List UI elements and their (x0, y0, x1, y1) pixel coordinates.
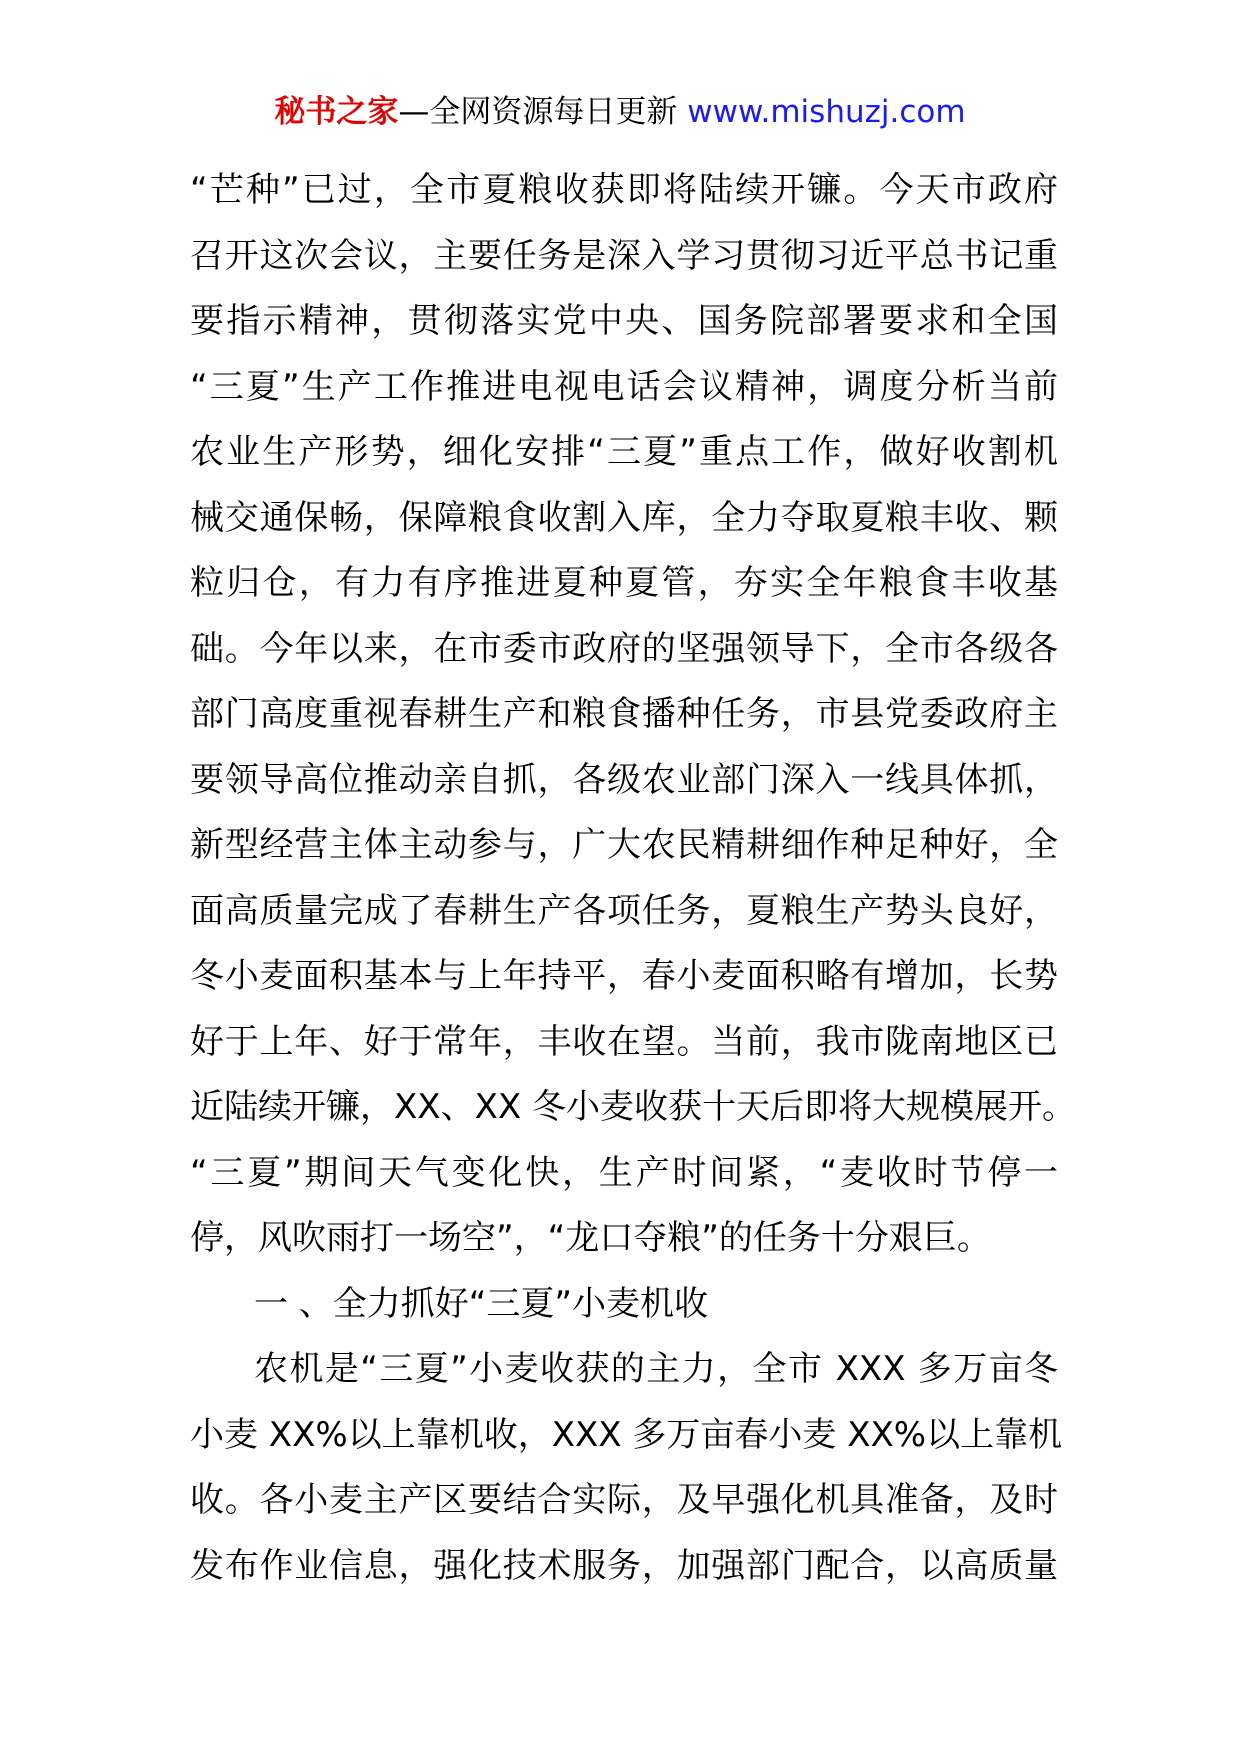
body-line: 面高质量完成了春耕生产各项任务，夏粮生产势头良好， (190, 890, 1058, 931)
document-body (190, 158, 1076, 1599)
header-slogan: —全网资源每日更新 (398, 94, 688, 130)
body-line: 础。今年以来，在市委市政府的坚强领导下，全市各级各 (190, 628, 1058, 669)
body-line: 好于上年、好于常年，丰收在望。当前，我市陇南地区已 (190, 1021, 1058, 1062)
body-line: 农业生产形势，细化安排“三夏”重点工作，做好收割机 (190, 432, 1058, 472)
body-line: 要指示精神，贯彻落实党中央、国务院部署要求和全国 (190, 301, 1058, 341)
body-line: “三夏”生产工作推进电视电话会议精神，调度分析当前 (190, 366, 1058, 407)
section-line: 小麦 XX%以上靠机收，XXX 多万亩春小麦 XX%以上靠机 (190, 1414, 1063, 1455)
body-line: “三夏”期间天气变化快，生产时间紧，“麦收时节停一 (190, 1152, 1058, 1193)
section-line: 收。各小麦主产区要结合实际，及早强化机具准备，及时 (190, 1480, 1058, 1520)
body-line: 近陆续开镰，XX、XX 冬小麦收获十天后即将大规模展开。 (190, 1087, 1076, 1127)
section-line: 发布作业信息，强化技术服务，加强部门配合，以高质量 (190, 1545, 1058, 1586)
header-url-link[interactable]: www.mishuzj.com (687, 94, 966, 130)
body-line: 新型经营主体主动参与，广大农民精耕细作种足种好，全 (190, 825, 1058, 865)
body-line: “芒种”已过，全市夏粮收获即将陆续开镰。今天市政府 (190, 170, 1058, 210)
body-line: 械交通保畅，保障粮食收割入库，全力夺取夏粮丰收、颗 (190, 497, 1058, 538)
section-line: 农机是“三夏”小麦收获的主力，全市 XXX 多万亩冬 (254, 1349, 1058, 1389)
body-line: 要领导高位推动亲自抓，各级农业部门深入一线具体抓， (190, 759, 1058, 800)
page-header (0, 92, 1240, 132)
section-heading: 一 、全力抓好“三夏”小麦机收 (254, 1283, 709, 1324)
body-line: 冬小麦面积基本与上年持平，春小麦面积略有增加，长势 (190, 956, 1058, 996)
body-line: 召开这次会议，主要任务是深入学习贯彻习近平总书记重 (190, 235, 1058, 276)
body-line: 粒归仓，有力有序推进夏种夏管，夯实全年粮食丰收基 (190, 563, 1058, 603)
body-line: 停，风吹雨打一场空”，“龙口夺粮”的任务十分艰巨。 (190, 1218, 991, 1258)
body-line: 部门高度重视春耕生产和粮食播种任务，市县党委政府主 (190, 694, 1058, 734)
header-brand: 秘书之家 (274, 94, 399, 130)
